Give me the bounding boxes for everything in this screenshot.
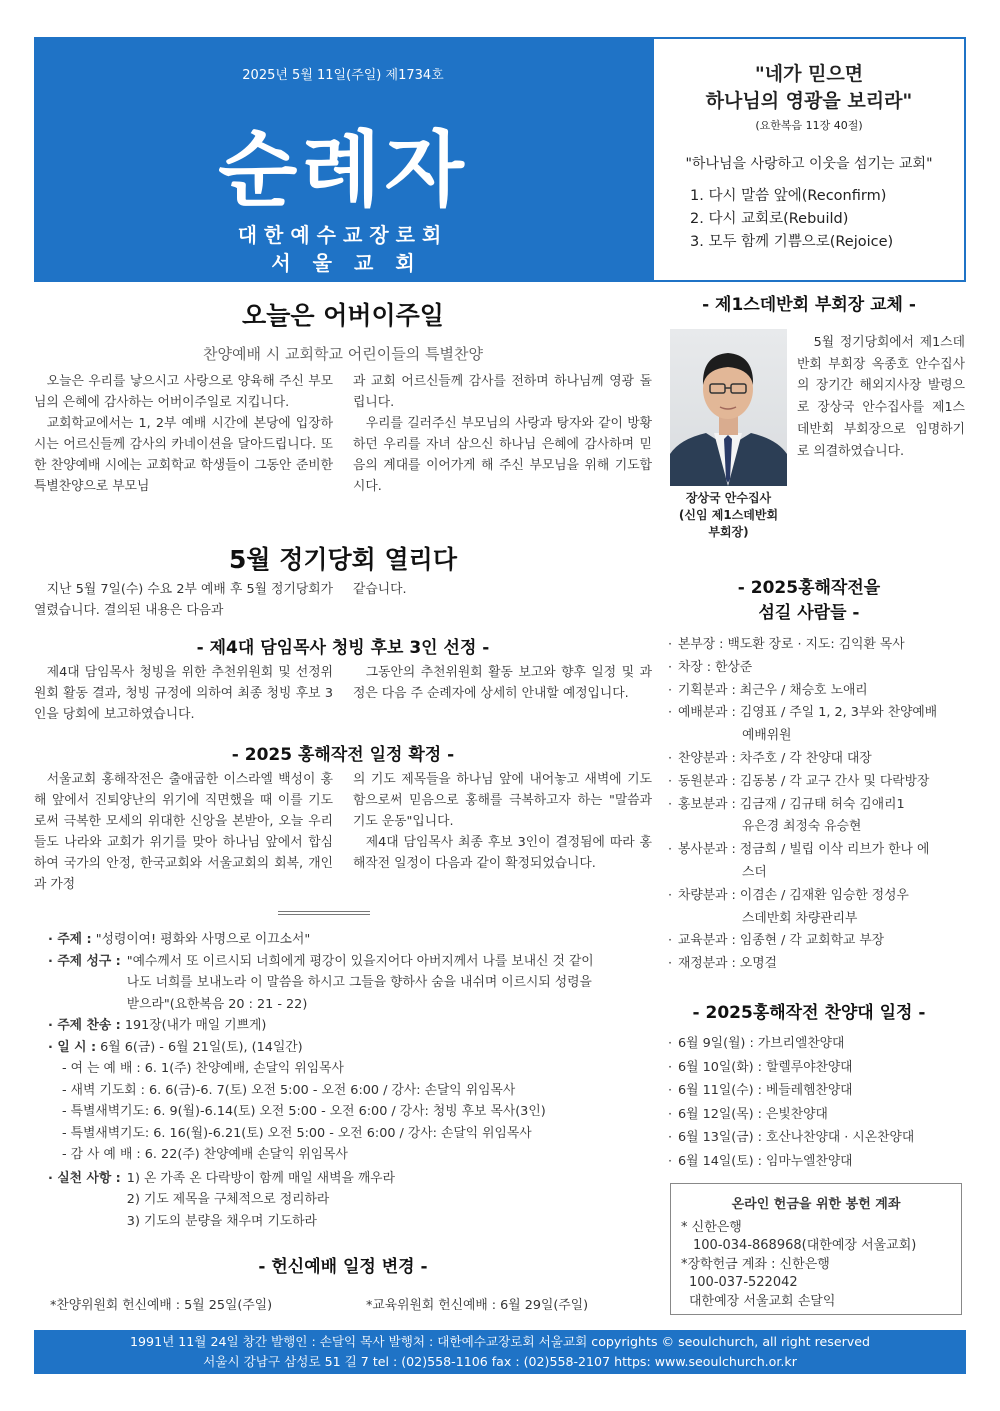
org-name: 대한예수교장로회 <box>237 223 449 247</box>
service-item: *교육위원회 헌신예배 : 6월 29일(주일) <box>366 1298 589 1313</box>
paragraph: 그동안의 추천위원회 활동 보고와 향후 일정 및 과정은 다음 주 순례자에 상세히 안내할 예정입니다. <box>353 665 652 701</box>
account-title: 온라인 헌금을 위한 봉헌 계좌 <box>731 1197 901 1212</box>
vision-item: 1. 다시 말씀 앞에(Reconfirm) <box>690 188 887 204</box>
verse-label: · 주제 성구 : <box>48 953 121 969</box>
theme-verse: "예수께서 또 이르시되 너희에게 평강이 있을지어다 아버지께서 나를 보내신 것 같이 나도 너희를 보내노라 이 말씀을 하시고 그들을 향하사 숨을 내쉬며 이르시되 성령을 받으라"(요한복음 20 : 21 - 22) <box>126 953 594 1012</box>
article-body <box>34 371 652 497</box>
paragraph: 같습니다. <box>353 582 407 597</box>
divider <box>278 911 370 915</box>
account-line: *장학헌금 계좌 : 신한은행 <box>681 1256 830 1272</box>
list-item: · 6월 13일(금) : 호산나찬양대 · 시온찬양대 <box>668 1126 966 1150</box>
theme-hymn: 191장(내가 매일 기쁘게) <box>124 1018 267 1033</box>
list-item: · 6월 10일(화) : 할렐루야찬양대 <box>668 1056 966 1080</box>
verse-box <box>652 37 966 282</box>
schedule-item: - 여 는 예 배 : 6. 1(주) 찬양예배, 손달익 위임목사 <box>62 1061 344 1076</box>
church-motto: "하나님을 사랑하고 이웃을 섬기는 교회" <box>685 156 933 172</box>
list-item: · 홍보분과 : 김금재 / 김규태 허숙 김애리1 <box>668 794 966 817</box>
section-body <box>34 662 652 725</box>
footer <box>34 1330 966 1374</box>
vision-item: 2. 다시 교회로(Rebuild) <box>690 211 849 227</box>
article-body <box>34 579 652 621</box>
list-item: · 6월 14일(토) : 임마누엘찬양대 <box>668 1150 966 1174</box>
paragraph: 지난 5월 7일(수) 수요 2부 예배 후 5월 정기당회가 열렸습니다. 결의된 내용은 다음과 <box>34 582 333 618</box>
topic-label: · 주제 : <box>48 932 92 947</box>
practice-item: 1) 온 가족 온 다락방이 함께 매일 새벽을 깨우라 <box>126 1170 395 1186</box>
paragraph: 과 교회 어르신들께 감사를 전하며 하나님께 영광 돌립니다. <box>353 374 652 410</box>
paragraph: 제4대 담임목사 청빙을 위한 추천위원회 및 선정위원회 활동 결과, 청빙 규정에 의하여 최종 청빙 후보 3인을 당회에 보고하였습니다. <box>34 665 333 722</box>
footer-contact: 서울시 강남구 삼성로 51 길 7 tel : (02)558-1106 fax : (02)558-2107 https: www.seoulchurch.or.kr <box>203 1354 797 1369</box>
caption-line: (신임 제1스데반회 <box>678 508 779 522</box>
choir-schedule <box>668 1032 966 1173</box>
section-title: - 2025홍해작전 찬양대 일정 - <box>692 1003 926 1023</box>
date-label: · 일 시 : <box>48 1039 97 1055</box>
list-item: · 차량분과 : 이겸손 / 김재환 임승한 정성우 <box>668 885 966 908</box>
caption-line: 장상국 안수집사 <box>685 491 772 505</box>
paragraph: 서울교회 홍해작전은 출애굽한 이스라엘 백성이 홍해 앞에서 진퇴양난의 위기에 직면했을 때 이를 기도로써 극복한 모세의 위대한 신앙을 본받아, 오늘 우리들도 나라와 교회가 위기를 맞아 하나님 앞에서 합심하여 국가의 안정, 한국교회와 서울교회의 회복, 개인과 가정 <box>34 772 333 892</box>
schedule-item: - 특별새벽기도: 6. 9(월)-6.14(토) 오전 5:00 - 오전 6:00 / 강사: 청빙 후보 목사(3인) <box>62 1104 546 1119</box>
topic: "성령이여! 평화와 사명으로 이끄소서" <box>95 932 311 947</box>
service-item: *찬양위원회 헌신예배 : 5월 25일(주일) <box>50 1298 273 1313</box>
list-item: · 기획분과 : 최근우 / 채승호 노애리 <box>668 680 966 703</box>
list-item: · 6월 12일(목) : 은빛찬양대 <box>668 1103 966 1127</box>
masthead <box>34 37 652 282</box>
newsletter-title: 순례자 <box>218 122 468 218</box>
paragraph: 우리를 길러주신 부모님의 사랑과 탕자와 같이 방황하던 우리를 자녀 삼으신 하나님 은혜에 감사하며 믿음의 계대를 이어가게 해 주신 부모님을 위해 기도합시다. <box>353 416 652 494</box>
issue-date: 2025년 5월 11일(주일) 제1734호 <box>242 68 444 83</box>
photo-caption <box>660 490 797 541</box>
paragraph: 오늘은 우리를 낳으시고 사랑으로 양육해 주신 부모님의 은혜에 감사하는 어버이주일로 지킵니다. <box>34 374 333 410</box>
list-item: · 차장 : 한상준 <box>668 657 966 680</box>
leader-announcement: 5월 정기당회에서 제1스데반회 부회장 옥종호 안수집사의 장기간 해외지사장 발령으로 장상국 안수집사를 제1스데반회 부회장으로 임명하기로 의결하였습니다. <box>797 335 965 459</box>
list-item: 유은경 최정숙 유승현 <box>742 819 862 835</box>
red-sea-operation-details <box>48 929 628 1232</box>
article-title: 오늘은 어버이주일 <box>242 301 444 330</box>
practice-item: 2) 기도 제목을 구체적으로 정리하라 <box>126 1192 330 1207</box>
list-item: 예배위원 <box>742 728 792 744</box>
account-line: 100-034-868968(대한예장 서울교회) <box>693 1238 917 1253</box>
section-body <box>34 769 652 895</box>
church-name: 서울교회 <box>271 251 437 275</box>
account-line: 100-037-522042 <box>689 1275 798 1290</box>
article-title: 5월 정기당회 열리다 <box>228 545 457 574</box>
paragraph: 제4대 담임목사 최종 후보 3인이 결정됨에 따라 홍해작전 일정이 다음과 같이 확정되었습니다. <box>353 835 652 871</box>
section-title: - 제4대 담임목사 청빙 후보 3인 선정 - <box>196 638 490 658</box>
title-line: - 2025홍해작전을 <box>737 578 881 598</box>
list-item: · 봉사분과 : 정금희 / 빌립 이삭 리브가 한나 에 <box>668 839 966 862</box>
list-item: · 찬양분과 : 차주호 / 각 찬양대 대장 <box>668 748 966 771</box>
section-title: - 헌신예배 일정 변경 - <box>258 1257 428 1277</box>
schedule-item: - 새벽 기도회 : 6. 6(금)-6. 7(토) 오전 5:00 - 오전 6:00 / 강사: 손달익 위임목사 <box>62 1082 516 1098</box>
person-portrait-icon <box>670 329 787 486</box>
hymn-label: · 주제 찬송 : <box>48 1018 121 1033</box>
schedule-item: - 감 사 예 배 : 6. 22(주) 찬양예배 손달익 위임목사 <box>62 1147 348 1162</box>
paragraph: 교회학교에서는 1, 2부 예배 시간에 본당에 입장하시는 어르신들께 감사의 카네이션을 달아드립니다. 또한 찬양예배 시에는 교회학교 학생들이 그동안 준비한 특별찬양으로 부모님 <box>34 416 333 494</box>
verse-line-1: "네가 믿으면 <box>754 63 864 85</box>
list-item: · 동원분과 : 김동봉 / 각 교구 간사 및 다락방장 <box>668 771 966 794</box>
caption-line: 부회장) <box>708 525 749 539</box>
list-item: 스데반회 차량관리부 <box>742 910 858 926</box>
title-line: 섬길 사람들 - <box>758 603 860 623</box>
list-item: · 교육분과 : 임종현 / 각 교회학교 부장 <box>668 930 966 953</box>
section-title: - 제1스데반회 부회장 교체 - <box>702 295 916 315</box>
staff-list <box>668 634 966 976</box>
list-item: 스더 <box>742 864 767 880</box>
practice-label: · 실천 사항 : <box>48 1170 121 1186</box>
section-title: - 2025 홍해작전 일정 확정 - <box>231 745 455 765</box>
list-item: · 6월 11일(수) : 베들레헴찬양대 <box>668 1079 966 1103</box>
vision-item: 3. 모두 함께 기쁨으로(Rejoice) <box>690 234 894 250</box>
portrait-photo <box>670 329 787 486</box>
date-range: 6월 6(금) - 6월 21일(토), (14일간) <box>100 1039 303 1055</box>
schedule-item: - 특별새벽기도: 6. 16(월)-6.21(토) 오전 5:00 - 오전 6:00 / 강사: 손달익 위임목사 <box>62 1125 532 1141</box>
list-item: · 예배분과 : 김영표 / 주일 1, 2, 3부와 찬양예배 <box>668 702 966 725</box>
list-item: · 6월 9일(월) : 가브리엘찬양대 <box>668 1032 966 1056</box>
section-title <box>652 576 966 626</box>
vision-list <box>690 185 964 254</box>
article-subtitle: 찬양예배 시 교회학교 어린이들의 특별찬양 <box>203 345 483 363</box>
footer-publisher: 1991년 11월 24일 창간 발행인 : 손달익 목사 발행처 : 대한예수교장로회 서울교회 copyrights © seoulchurch, all right reserved <box>130 1334 870 1349</box>
list-item: · 본부장 : 백도환 장로 · 지도: 김익환 목사 <box>668 634 966 657</box>
verse-line-2: 하나님의 영광을 보리라" <box>705 90 913 112</box>
verse-reference: (요한복음 11장 40절) <box>755 119 863 132</box>
account-line: 대한예장 서울교회 손달익 <box>689 1293 836 1309</box>
practice-item: 3) 기도의 분량을 채우며 기도하라 <box>126 1213 317 1229</box>
paragraph: 의 기도 제목들을 하나님 앞에 내어놓고 새벽에 기도함으로써 믿음으로 홍해를 극복하고자 하는 "말씀과 기도 운동"입니다. <box>353 772 652 829</box>
account-line: * 신한은행 <box>681 1219 742 1235</box>
list-item: · 재정분과 : 오명걸 <box>668 953 966 976</box>
offering-account-box <box>670 1183 962 1315</box>
